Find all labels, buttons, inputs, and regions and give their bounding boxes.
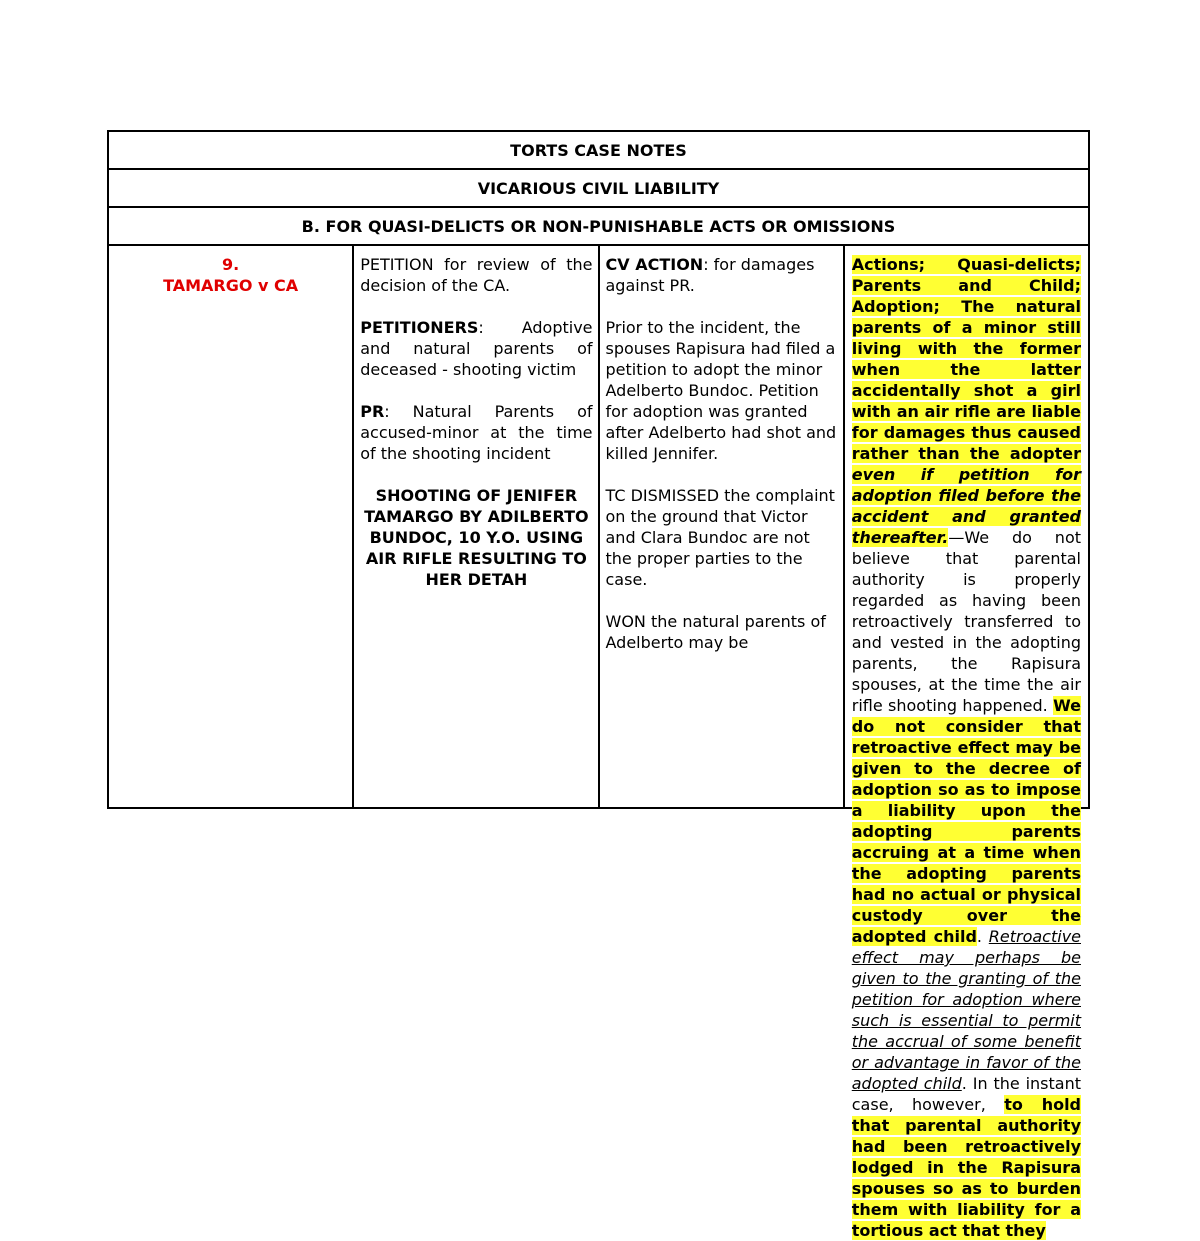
retroactive-underlined: Retroactive effect may perhaps be given to the granting of the petition for adoption where such is essential to permit the accrual of some benefit or advantage in favor of the adopted child [851, 927, 1081, 1093]
case-number: 9. [222, 255, 240, 274]
ruling-bold-2: We do not consider that retroactive effect may be given to the decree of adoption so as to impose a liability upon the adopting parents accruing at a time when the adopting parents had no actual or physical custody over the adopted child [851, 696, 1081, 946]
doctrine-cell [844, 245, 1089, 1240]
facts-heading: SHOOTING OF JENIFER TAMARGO BY ADILBERTO BUNDOC, 10 Y.O. USING AIR RIFLE RESULTING TO HER DETAH [364, 486, 589, 589]
parties-cell [353, 245, 598, 808]
ruling-plain-1: We do not believe that parental authority is properly regarded as having been retroactively transferred to and vested in the adopting parents, the Rapisura spouses, at the time the air rifle shooting happened. [851, 528, 1081, 715]
cv-action-text: for damages against PR. [605, 255, 815, 295]
ruling-plain-2: . In the instant case, however, [851, 1074, 1081, 1114]
issue-text: WON the natural parents of Adelberto may be [605, 612, 826, 652]
pr-entry: PR: Natural Parents of accused-minor at the time of the shooting incident [360, 402, 593, 463]
petitioners-text: Adoptive and natural parents of deceased - shooting victim [360, 318, 593, 379]
cv-action-label: CV ACTION [605, 255, 704, 274]
doctrine-text [851, 254, 1082, 1240]
prior-facts: Prior to the incident, the spouses Rapisura had filed a petition to adopt the minor Adelberto Bundoc. Petition for adoption was granted after Adelberto had shot and killed Jennifer. [605, 318, 837, 463]
petitioners-label: PETITIONERS [360, 318, 479, 337]
pr-label: PR [360, 402, 385, 421]
period: . [976, 927, 983, 946]
case-notes-table [107, 130, 1090, 1240]
action-cell [599, 245, 844, 808]
section-heading: B. FOR QUASI-DELICTS OR NON-PUNISHABLE ACTS OR OMISSIONS [108, 207, 1089, 245]
ruling-bold-3: to hold that parental authority had been retroactively lodged in the Rapisura spouses so as to burden them with liability for a tortious act that they [851, 1095, 1082, 1240]
cv-action-entry: CV ACTION: for damages against PR. [605, 255, 815, 295]
case-title-cell [108, 245, 353, 808]
topic-heading: VICARIOUS CIVIL LIABILITY [108, 169, 1089, 207]
syllabus-bold: Actions; Quasi-delicts; Parents and Child; Adoption; The natural parents of a minor still living with the former when the latter accidentally shot a girl with an air rifle are liable for damages thus caused rather than the adopter [851, 255, 1081, 463]
em-dash: — [948, 528, 965, 547]
tc-ruling: TC DISMISSED the complaint on the ground that Victor and Clara Bundoc are not the proper parties to the case. [605, 486, 835, 589]
pr-text: Natural Parents of accused-minor at the time of the shooting incident [360, 402, 593, 463]
petition-text: PETITION for review of the decision of the CA. [360, 255, 593, 295]
case-name: TAMARGO v CA [163, 276, 299, 295]
syllabus-italic: even if petition for adoption filed before the accident and granted thereafter. [851, 465, 1081, 547]
petitioners-entry: PETITIONERS: Adoptive and natural parents of deceased - shooting victim [360, 318, 593, 379]
document-title: TORTS CASE NOTES [108, 131, 1089, 169]
